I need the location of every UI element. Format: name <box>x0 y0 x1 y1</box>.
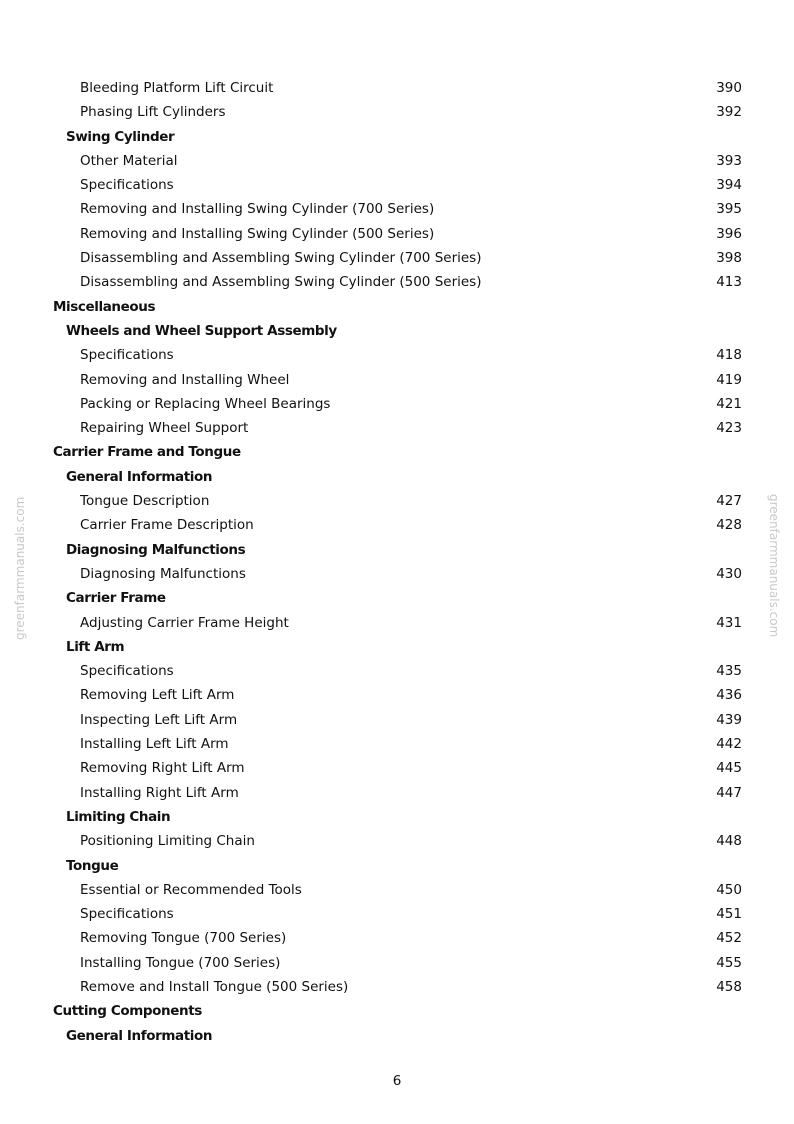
subsection-heading-title: Wheels and Wheel Support Assembly <box>66 322 337 339</box>
toc-page-number: 423 <box>716 420 742 437</box>
toc-page-number: 450 <box>716 881 742 898</box>
toc-row[interactable] <box>0 465 794 489</box>
toc-page-number: 390 <box>716 80 742 96</box>
toc-row[interactable] <box>0 343 794 367</box>
toc-entry-title: Specifications <box>80 177 174 194</box>
toc-page-number: 427 <box>716 493 742 510</box>
toc-row[interactable] <box>0 416 794 440</box>
toc-page-number: 393 <box>716 152 742 169</box>
toc-page-number: 439 <box>716 711 742 728</box>
toc-entry-title: Essential or Recommended Tools <box>80 881 302 898</box>
toc-entry-title: Installing Tongue (700 Series) <box>80 954 281 971</box>
toc-entry-title: Removing Left Lift Arm <box>80 687 235 704</box>
toc-page-number: 392 <box>716 104 742 121</box>
toc-entry-title: Adjusting Carrier Frame Height <box>80 614 289 631</box>
toc-row[interactable] <box>0 173 794 197</box>
toc-entry-title: Removing Tongue (700 Series) <box>80 930 287 947</box>
toc-entry-title: Installing Left Lift Arm <box>80 736 229 753</box>
subsection-heading-title: Swing Cylinder <box>66 128 175 145</box>
toc-page-number: 428 <box>716 517 742 534</box>
toc-row[interactable] <box>0 149 794 173</box>
toc-row[interactable] <box>0 76 794 100</box>
toc-page-number: 451 <box>716 906 742 923</box>
toc-page-number: 452 <box>716 930 742 947</box>
toc-row[interactable] <box>0 197 794 221</box>
toc-entry-title: Specifications <box>80 663 174 680</box>
toc-page-number: 395 <box>716 201 742 218</box>
subsection-heading-title: Diagnosing Malfunctions <box>66 541 246 558</box>
toc-row[interactable] <box>0 708 794 732</box>
toc-page-number: 418 <box>716 347 742 364</box>
toc-entry-title: Specifications <box>80 347 174 364</box>
toc-row[interactable] <box>0 392 794 416</box>
toc-row[interactable] <box>0 902 794 926</box>
subsection-heading-title: General Information <box>66 1027 213 1044</box>
toc-entry-title: Positioning Limiting Chain <box>80 833 255 850</box>
toc-page-number: 435 <box>716 663 742 680</box>
toc-row[interactable] <box>0 100 794 124</box>
toc-page-number: 445 <box>716 760 742 777</box>
toc-row[interactable] <box>0 732 794 756</box>
toc-row[interactable] <box>0 829 794 853</box>
toc-row[interactable] <box>0 125 794 149</box>
toc-entry-title: Repairing Wheel Support <box>80 420 249 437</box>
toc-row[interactable] <box>0 513 794 537</box>
toc-page-number: 455 <box>716 954 742 971</box>
toc-row[interactable] <box>0 805 794 829</box>
toc-row[interactable] <box>0 659 794 683</box>
toc-page-number: 442 <box>716 736 742 753</box>
toc-page-number: 447 <box>716 784 742 801</box>
toc-entry-title: Specifications <box>80 906 174 923</box>
toc-entry-title: Remove and Install Tongue (500 Series) <box>80 978 349 995</box>
toc-row[interactable] <box>0 295 794 319</box>
toc-entry-title: Tongue Description <box>80 493 210 510</box>
watermark-left: greenfarmmanuals.com <box>13 496 27 640</box>
toc-row[interactable] <box>0 440 794 464</box>
toc-entry-title: Other Material <box>80 152 178 169</box>
section-heading-title: Miscellaneous <box>53 298 156 315</box>
toc-entry-title: Inspecting Left Lift Arm <box>80 711 238 728</box>
toc-entry-title: Removing Right Lift Arm <box>80 760 245 777</box>
toc-row[interactable] <box>0 926 794 950</box>
toc-row[interactable] <box>0 951 794 975</box>
toc-row[interactable] <box>0 756 794 780</box>
toc-page-number: 430 <box>716 565 742 582</box>
toc-page-number: 421 <box>716 395 742 412</box>
toc-entry-title: Disassembling and Assembling Swing Cylinder (700 Series) <box>80 250 482 267</box>
toc-row[interactable] <box>0 319 794 343</box>
table-of-contents <box>0 76 794 1048</box>
toc-row[interactable] <box>0 635 794 659</box>
toc-row[interactable] <box>0 246 794 270</box>
subsection-heading-title: Lift Arm <box>66 638 125 655</box>
toc-row[interactable] <box>0 1024 794 1048</box>
subsection-heading-title: Carrier Frame <box>66 590 166 607</box>
toc-page-number: 448 <box>716 833 742 850</box>
section-heading-title: Carrier Frame and Tongue <box>53 444 241 461</box>
toc-row[interactable] <box>0 854 794 878</box>
toc-page-number: 413 <box>716 274 742 291</box>
toc-entry-title: Carrier Frame Description <box>80 517 254 534</box>
toc-page-number: 436 <box>716 687 742 704</box>
toc-row[interactable] <box>0 538 794 562</box>
subsection-heading-title: Tongue <box>66 857 119 874</box>
toc-page-number: 431 <box>716 614 742 631</box>
toc-row[interactable] <box>0 683 794 707</box>
toc-row[interactable] <box>0 489 794 513</box>
toc-row[interactable] <box>0 975 794 999</box>
toc-entry-title: Removing and Installing Swing Cylinder (500 Series) <box>80 225 435 242</box>
toc-entry-title: Phasing Lift Cylinders <box>80 104 226 121</box>
toc-entry-title: Disassembling and Assembling Swing Cylinder (500 Series) <box>80 274 482 291</box>
toc-entry-title: Removing and Installing Wheel <box>80 371 290 388</box>
toc-row[interactable] <box>0 781 794 805</box>
toc-entry-title: Diagnosing Malfunctions <box>80 565 246 582</box>
subsection-heading-title: General Information <box>66 468 213 485</box>
toc-row[interactable] <box>0 270 794 294</box>
toc-page-number: 396 <box>716 225 742 242</box>
toc-row[interactable] <box>0 611 794 635</box>
toc-page-number: 398 <box>716 250 742 267</box>
toc-row[interactable] <box>0 222 794 246</box>
toc-row[interactable] <box>0 878 794 902</box>
toc-entry-title: Packing or Replacing Wheel Bearings <box>80 395 331 412</box>
toc-row[interactable] <box>0 562 794 586</box>
toc-row[interactable] <box>0 999 794 1023</box>
watermark-right: greenfarmmanuals.com <box>767 494 781 638</box>
toc-row[interactable] <box>0 368 794 392</box>
section-heading-title: Cutting Components <box>53 1003 202 1020</box>
toc-row[interactable] <box>0 586 794 610</box>
toc-entry-title: Bleeding Platform Lift Circuit <box>80 80 274 96</box>
toc-page-number: 419 <box>716 371 742 388</box>
page-number: 6 <box>392 1073 402 1089</box>
subsection-heading-title: Limiting Chain <box>66 808 171 825</box>
toc-entry-title: Removing and Installing Swing Cylinder (700 Series) <box>80 201 435 218</box>
toc-entry-title: Installing Right Lift Arm <box>80 784 239 801</box>
toc-page-number: 458 <box>716 978 742 995</box>
toc-page-number: 394 <box>716 177 742 194</box>
